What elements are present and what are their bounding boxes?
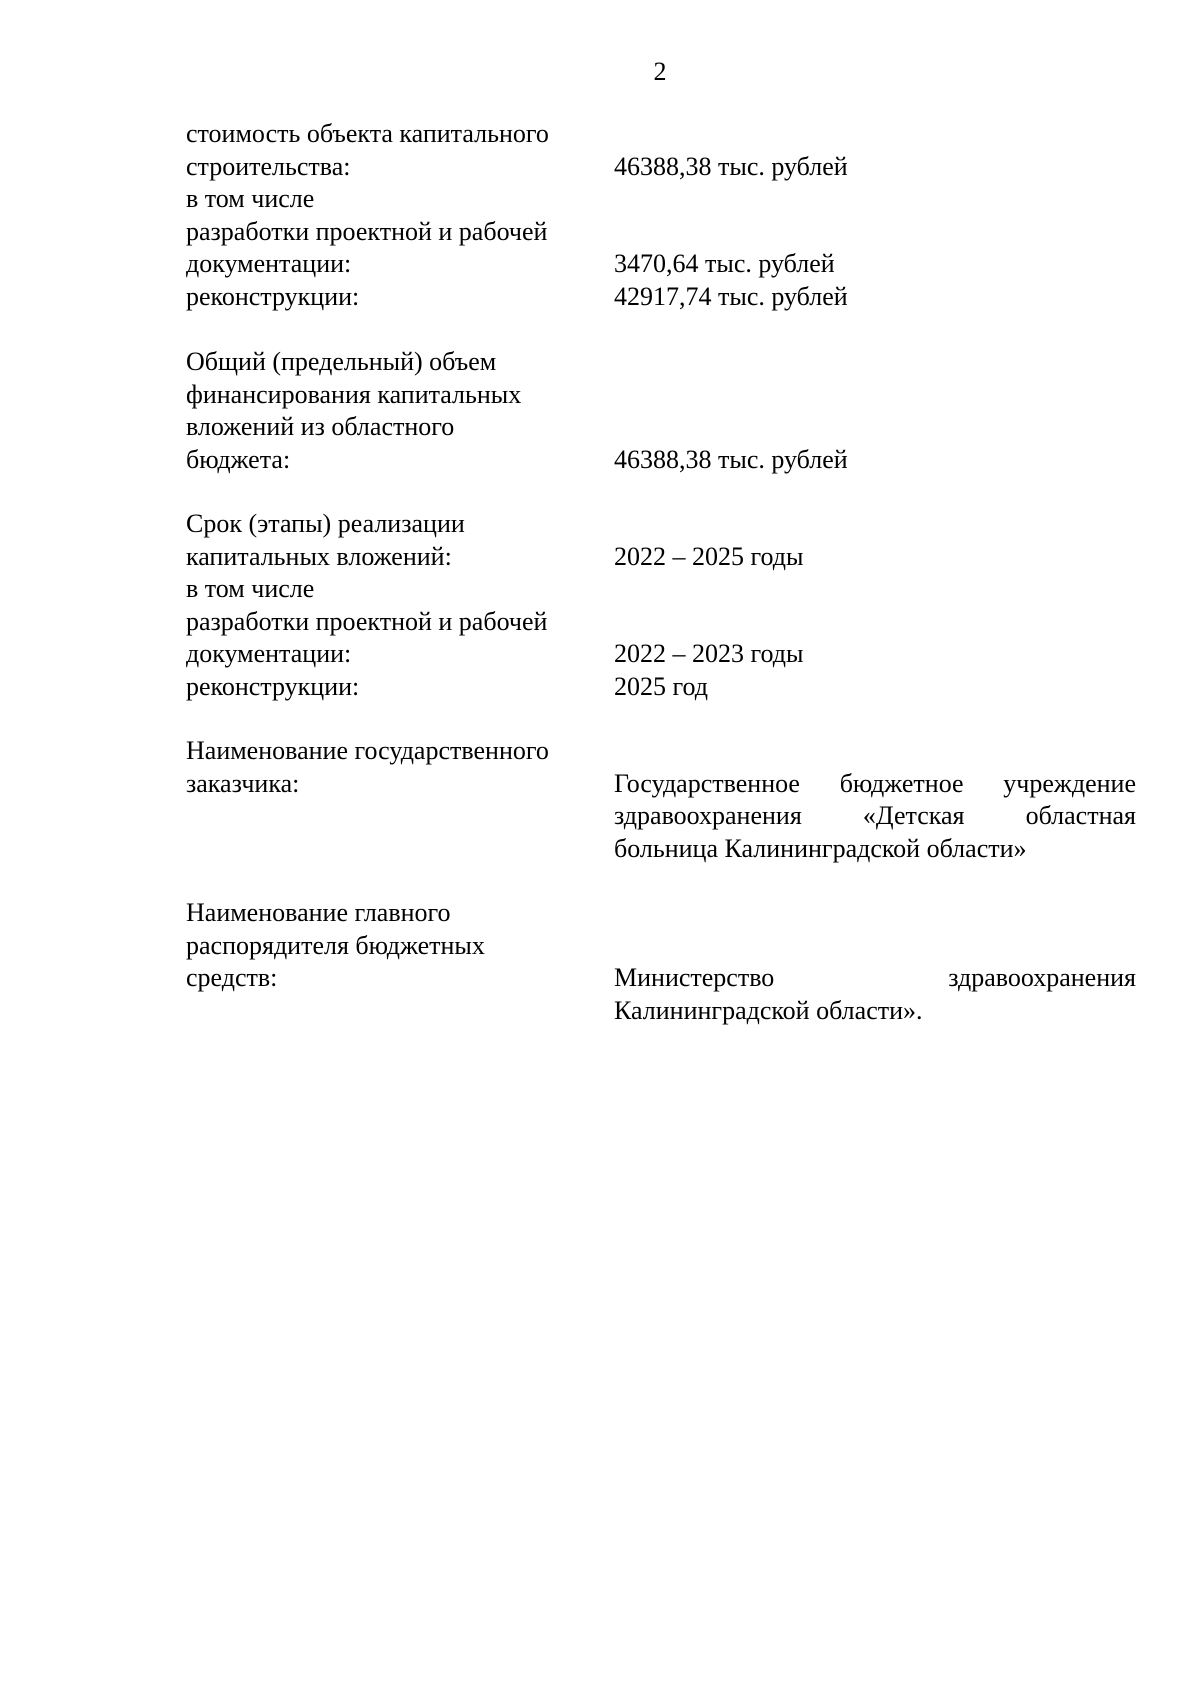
cost-label-line-3: в том числе xyxy=(186,184,315,213)
financing-label-line-1: Общий (предельный) объем xyxy=(186,347,497,376)
customer-value-line-1: Государственное бюджетное учреждение xyxy=(614,768,1136,798)
term-label-line-5: документации: xyxy=(186,639,352,668)
customer-label-line-1: Наименование государственного xyxy=(186,736,549,765)
term-reconstruction-value: 2025 год xyxy=(614,671,708,701)
financing-value: 46388,38 тыс. рублей xyxy=(614,444,848,474)
financing-label-line-4: бюджета: xyxy=(186,444,291,474)
cost-design-docs-value: 3470,64 тыс. рублей xyxy=(614,249,835,278)
cost-label-line-2: строительства: xyxy=(186,151,351,181)
term-label-line-6: реконструкции: xyxy=(186,671,360,701)
term-design-docs-value: 2022 – 2023 годы xyxy=(614,639,804,668)
term-label-line-1: Срок (этапы) реализации xyxy=(186,509,465,538)
cost-reconstruction-value: 42917,74 тыс. рублей xyxy=(614,281,848,311)
cost-label-line-1: стоимость объекта капитального xyxy=(186,119,549,148)
cost-label-line-5: документации: xyxy=(186,249,352,278)
term-label-line-2: капитальных вложений: xyxy=(186,541,452,571)
term-label-line-4: разработки проектной и рабочей xyxy=(186,606,548,636)
cost-label-line-6: реконструкции: xyxy=(186,281,360,311)
customer-value-line-2: здравоохранения «Детская областная xyxy=(614,801,1136,830)
manager-label-line-1: Наименование главного xyxy=(186,898,451,927)
cost-total-value: 46388,38 тыс. рублей xyxy=(614,151,848,181)
financing-label-line-3: вложений из областного xyxy=(186,412,455,441)
term-total-value: 2022 – 2025 годы xyxy=(614,541,804,571)
manager-label-line-2: распорядителя бюджетных xyxy=(186,930,485,960)
page-number: 2 xyxy=(653,57,667,86)
manager-value-line-2: Калининградской области». xyxy=(614,995,923,1025)
financing-label-line-2: финансирования капитальных xyxy=(186,379,522,409)
cost-label-line-4: разработки проектной и рабочей xyxy=(186,216,548,246)
customer-value-line-3: больница Калининградской области» xyxy=(614,833,1027,863)
customer-label-line-2: заказчика: xyxy=(186,768,300,798)
term-label-line-3: в том числе xyxy=(186,574,315,603)
manager-value-line-1: Министерство здравоохранения xyxy=(614,963,1136,992)
manager-label-line-3: средств: xyxy=(186,963,278,992)
